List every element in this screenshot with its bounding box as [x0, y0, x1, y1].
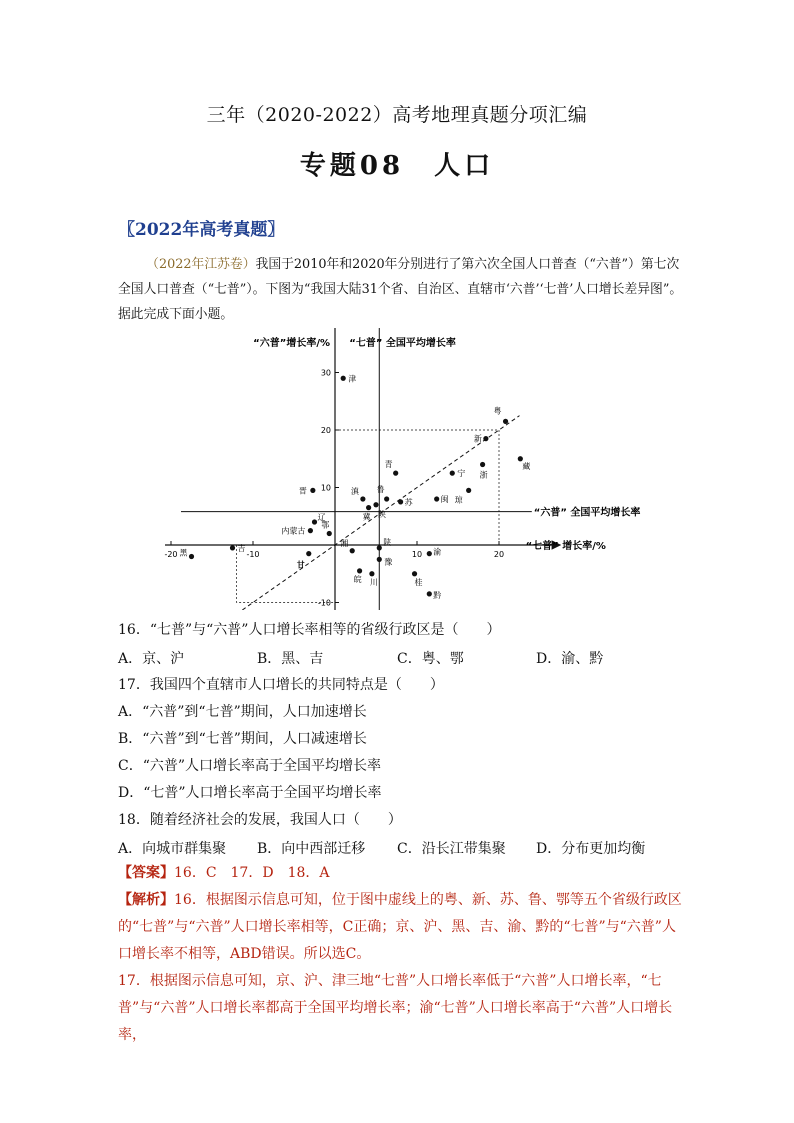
q16-option-b[interactable]: B．黑、吉: [257, 651, 324, 667]
question-source: （2022年江苏卷）: [146, 257, 256, 272]
question-16-options: [118, 648, 698, 668]
data-point-黑: [189, 554, 194, 559]
data-label-冀: 冀: [362, 512, 371, 522]
data-label-闽: 闽: [440, 495, 449, 504]
y-axis-title: “六普”增长率/%: [253, 338, 330, 349]
data-label-辽: 辽: [317, 513, 326, 522]
x-axis-title: “七普” 增长率/%: [525, 541, 606, 552]
answer-text: 16．C 17．D 18．A: [174, 865, 330, 881]
data-label-湘: 湘: [340, 538, 349, 548]
data-point-陕: [373, 502, 378, 507]
analysis-label: 【解析】: [118, 892, 174, 908]
data-point-新: [483, 436, 488, 441]
data-point-青: [393, 471, 398, 476]
data-point-桂: [412, 571, 417, 576]
question-intro: [118, 252, 688, 327]
data-point-甘: [306, 551, 311, 556]
data-point-渝: [427, 551, 432, 556]
analysis-paragraph-1: [118, 887, 684, 968]
population-growth-chart: [118, 328, 648, 610]
data-label-黔: 黔: [433, 590, 442, 600]
q16-option-a[interactable]: A．京、沪: [118, 651, 185, 667]
data-label-陕: 陕: [378, 509, 386, 519]
data-point-川: [369, 571, 374, 576]
q18-option-b[interactable]: B．向中西部迁移: [257, 841, 366, 857]
data-label-豫: 豫: [384, 557, 393, 567]
data-label-津: 津: [348, 374, 357, 384]
data-label-甘: 甘: [296, 560, 305, 570]
data-label-新: 新: [473, 434, 482, 444]
data-point-粤: [503, 419, 508, 424]
y-tick-label: 10: [320, 483, 331, 493]
data-point-内蒙古: [308, 528, 313, 533]
question-17-stem: 17．我国四个直辖市人口增长的共同特点是（ ）: [118, 677, 444, 693]
q17-option-b[interactable]: B．“六普”到“七普”期间，人口减速增长: [118, 731, 367, 747]
data-point-冀: [366, 505, 371, 510]
document-subtitle: 专题08 人口: [299, 151, 495, 181]
q18-option-a[interactable]: A．向城市群集聚: [118, 841, 227, 857]
data-point-黔: [427, 591, 432, 596]
document-title: 三年（2020-2022）高考地理真题分项汇编: [206, 104, 588, 126]
vline-title: “七普” 全国平均增长率: [349, 338, 456, 349]
q17-option-d[interactable]: D．“七普”人口增长率高于全国平均增长率: [118, 785, 382, 801]
data-label-内蒙古: 内蒙古: [281, 526, 306, 536]
data-point-晋: [310, 488, 315, 493]
data-label-皖: 皖: [353, 574, 362, 584]
x-tick-label: -20: [164, 550, 178, 559]
q18-option-d[interactable]: D．分布更加均衡: [536, 841, 646, 857]
hline-title: “六普” 全国平均增长率: [533, 507, 641, 519]
answer-block: [118, 860, 684, 887]
answer-label: 【答案】: [118, 865, 174, 881]
data-label-宁: 宁: [457, 469, 466, 479]
data-label-藏: 藏: [522, 461, 531, 471]
data-label-青: 青: [384, 460, 393, 470]
data-label-滇: 滇: [350, 487, 359, 496]
data-point-吉: [230, 545, 235, 550]
data-label-浙: 浙: [479, 470, 488, 480]
data-point-宁: [450, 471, 455, 476]
data-point-浙: [480, 462, 485, 467]
data-label-粤: 粤: [493, 406, 502, 416]
intro-text: 我国于2010年和2020年分别进行了第六次全国人口普查（“六普”）第七次全国人口普查（“七普”）。下图为“我国大陆31个省、自治区、直辖市‘六普’‘七普’人口增长差异图”。据此完成下面小题。: [118, 257, 683, 322]
data-label-琼: 琼: [454, 495, 463, 505]
question-16: [118, 620, 500, 640]
q16-option-d[interactable]: D．渝、黔: [536, 651, 604, 667]
data-point-藏: [518, 456, 523, 461]
x-tick-label: -10: [246, 550, 260, 559]
data-point-皖: [357, 568, 362, 573]
q16-option-c[interactable]: C．粤、鄂: [397, 651, 464, 667]
question-18-options: [118, 838, 698, 858]
question-16-stem: 16．“七普”与“六普”人口增长率相等的省级行政区是（ ）: [118, 622, 501, 638]
q18-option-c[interactable]: C．沿长江带集聚: [397, 841, 506, 857]
data-point-苏: [398, 499, 403, 504]
data-point-湘: [350, 548, 355, 553]
data-label-黑: 黑: [179, 548, 188, 558]
data-label-苏: 苏: [404, 497, 413, 507]
data-label-鲁: 鲁: [376, 485, 385, 494]
data-point-鲁: [384, 496, 389, 501]
data-point-滇: [360, 496, 365, 501]
data-label-川: 川: [369, 577, 378, 587]
data-point-琼: [466, 488, 471, 493]
data-point-津: [341, 376, 346, 381]
analysis-block: [118, 887, 684, 1049]
analysis-paragraph-2: 17．根据图示信息可知，京、沪、津三地“七普”人口增长率低于“六普”人口增长率，“七普”与“六普”人口增长率都高于全国平均增长率；渝“七普”人口增长率高于“六普”人口增长率，: [118, 973, 673, 1043]
data-label-鄂: 鄂: [321, 520, 330, 530]
q17-option-c[interactable]: C．“六普”人口增长率高于全国平均增长率: [118, 758, 382, 774]
data-point-陕2: [377, 545, 382, 550]
data-label-晋: 晋: [298, 486, 307, 496]
q17-option-a[interactable]: A．“六普”到“七普”期间，人口加速增长: [118, 704, 367, 720]
section-title: 〖2022年高考真题〗: [118, 220, 285, 240]
data-point-闽: [434, 496, 439, 501]
y-tick-label: 30: [320, 368, 331, 378]
data-point-豫: [377, 557, 382, 562]
analysis-text-1: 16．根据图示信息可知，位于图中虚线上的粤、新、苏、鲁、鄂等五个省级行政区的“七普”与“六普”人口增长率相等，C正确；京、沪、黑、吉、渝、黔的“七普”与“六普”人口增长率不相等，ABD错误。所以选C。: [118, 892, 682, 962]
y-tick-label: 20: [320, 426, 331, 435]
question-18-stem: 18．随着经济社会的发展，我国人口（ ）: [118, 812, 402, 828]
data-label-渝: 渝: [433, 547, 442, 557]
x-tick-label: 10: [411, 550, 423, 559]
y-tick-label: -10: [317, 598, 331, 608]
data-label-陕2: 陕: [383, 537, 392, 547]
x-tick-label: 20: [493, 550, 505, 559]
data-point-辽: [312, 519, 317, 524]
data-label-桂: 桂: [414, 577, 423, 587]
data-label-吉: 吉: [237, 543, 246, 553]
data-point-鄂: [327, 531, 332, 536]
